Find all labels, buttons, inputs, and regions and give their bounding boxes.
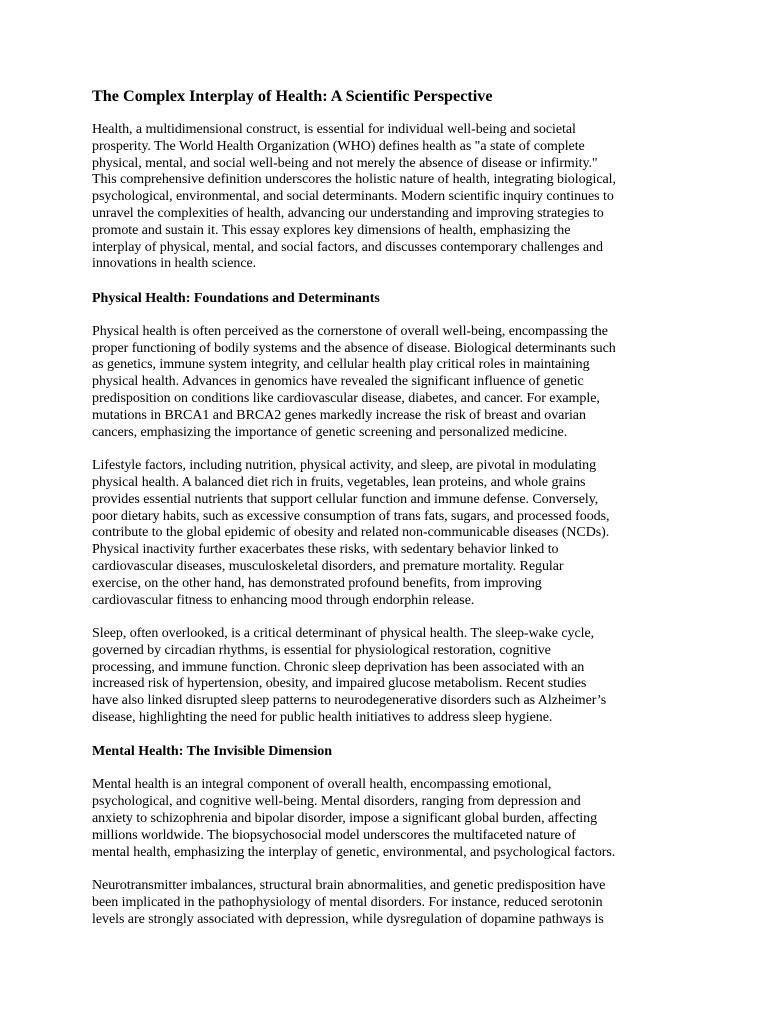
text-line: contribute to the global epidemic of obesity and related non-communicable diseases (NCDs). <box>92 525 610 541</box>
text-line: Sleep, often overlooked, is a critical determinant of physical health. The sleep-wake cycle, <box>92 625 595 641</box>
text-line: processing, and immune function. Chronic sleep deprivation has been associated with an <box>92 659 585 675</box>
text-line: Physical inactivity further exacerbates these risks, with sedentary behavior linked to <box>92 542 559 558</box>
text-line: Lifestyle factors, including nutrition, physical activity, and sleep, are pivotal in modulating <box>92 458 597 474</box>
text-line: disease, highlighting the need for public health initiatives to address sleep hygiene. <box>92 709 553 725</box>
text-line: psychological, environmental, and social determinants. Modern scientific inquiry continues to <box>92 189 614 205</box>
mental-paragraph-1 <box>92 777 682 861</box>
document-title: The Complex Interplay of Health: A Scientific Perspective <box>92 87 493 105</box>
text-line: as genetics, immune system integrity, and cellular health play critical roles in maintaining <box>92 357 590 373</box>
text-line: innovations in health science. <box>92 256 257 272</box>
text-line: governed by circadian rhythms, is essential for physiological restoration, cognitive <box>92 642 551 658</box>
physical-paragraph-1 <box>92 324 682 442</box>
text-line: mutations in BRCA1 and BRCA2 genes markedly increase the risk of breast and ovarian <box>92 407 586 423</box>
text-line: Health, a multidimensional construct, is essential for individual well-being and societal <box>92 122 576 137</box>
document-page <box>92 86 682 945</box>
text-line: provides essential nutrients that support cellular function and immune defense. Conversely, <box>92 491 599 507</box>
text-line: exercise, on the other hand, has demonstrated profound benefits, from improving <box>92 575 542 591</box>
section-heading-mental: Mental Health: The Invisible Dimension <box>92 744 333 760</box>
text-line: levels are strongly associated with depression, while dysregulation of dopamine pathways is <box>92 911 604 927</box>
text-line: Neurotransmitter imbalances, structural brain abnormalities, and genetic predisposition have <box>92 878 606 894</box>
text-line: Physical health is often perceived as the cornerstone of overall well-being, encompassing the <box>92 323 608 339</box>
text-line: mental health, emphasizing the interplay of genetic, environmental, and psychological factors. <box>92 844 616 860</box>
text-line: cancers, emphasizing the importance of genetic screening and personalized medicine. <box>92 424 568 440</box>
text-line: psychological, and cognitive well-being. Mental disorders, ranging from depression and <box>92 794 581 810</box>
text-line: cardiovascular diseases, musculoskeletal disorders, and premature mortality. Regular <box>92 558 564 574</box>
text-line: millions worldwide. The biopsychosocial model underscores the multifaceted nature of <box>92 827 576 843</box>
text-line: physical health. Advances in genomics have revealed the significant influence of genetic <box>92 374 584 390</box>
text-line: interplay of physical, mental, and social factors, and discusses contemporary challenges and <box>92 239 603 255</box>
text-line: poor dietary habits, such as excessive consumption of trans fats, sugars, and processed foods, <box>92 508 610 524</box>
text-line: proper functioning of bodily systems and the absence of disease. Biological determinants such <box>92 340 616 356</box>
text-line: This comprehensive definition underscores the holistic nature of health, integrating biological, <box>92 172 616 188</box>
text-line: increased risk of hypertension, obesity, and impaired glucose metabolism. Recent studies <box>92 676 587 692</box>
mental-paragraph-2 <box>92 878 682 928</box>
text-line: physical health. A balanced diet rich in fruits, vegetables, lean proteins, and whole grains <box>92 474 586 490</box>
text-line: been implicated in the pathophysiology of mental disorders. For instance, reduced serotonin <box>92 894 603 910</box>
text-line: predisposition on conditions like cardiovascular disease, diabetes, and cancer. For example, <box>92 391 600 407</box>
physical-paragraph-2 <box>92 458 682 609</box>
intro-paragraph <box>92 122 682 273</box>
text-line: promote and sustain it. This essay explores key dimensions of health, emphasizing the <box>92 222 571 238</box>
text-line: unravel the complexities of health, advancing our understanding and improving strategies to <box>92 205 604 221</box>
text-line: cardiovascular fitness to enhancing mood through endorphin release. <box>92 592 475 608</box>
text-line: prosperity. The World Health Organization (WHO) defines health as "a state of complete <box>92 138 585 154</box>
text-line: have also linked disrupted sleep patterns to neurodegenerative disorders such as Alzheimer’s <box>92 693 607 709</box>
text-line: anxiety to schizophrenia and bipolar disorder, impose a significant global burden, affecting <box>92 811 598 827</box>
physical-paragraph-3 <box>92 626 682 727</box>
text-line: Mental health is an integral component of overall health, encompassing emotional, <box>92 777 552 793</box>
text-line: physical, mental, and social well-being and not merely the absence of disease or infirmity." <box>92 155 598 171</box>
section-heading-physical: Physical Health: Foundations and Determinants <box>92 290 380 306</box>
